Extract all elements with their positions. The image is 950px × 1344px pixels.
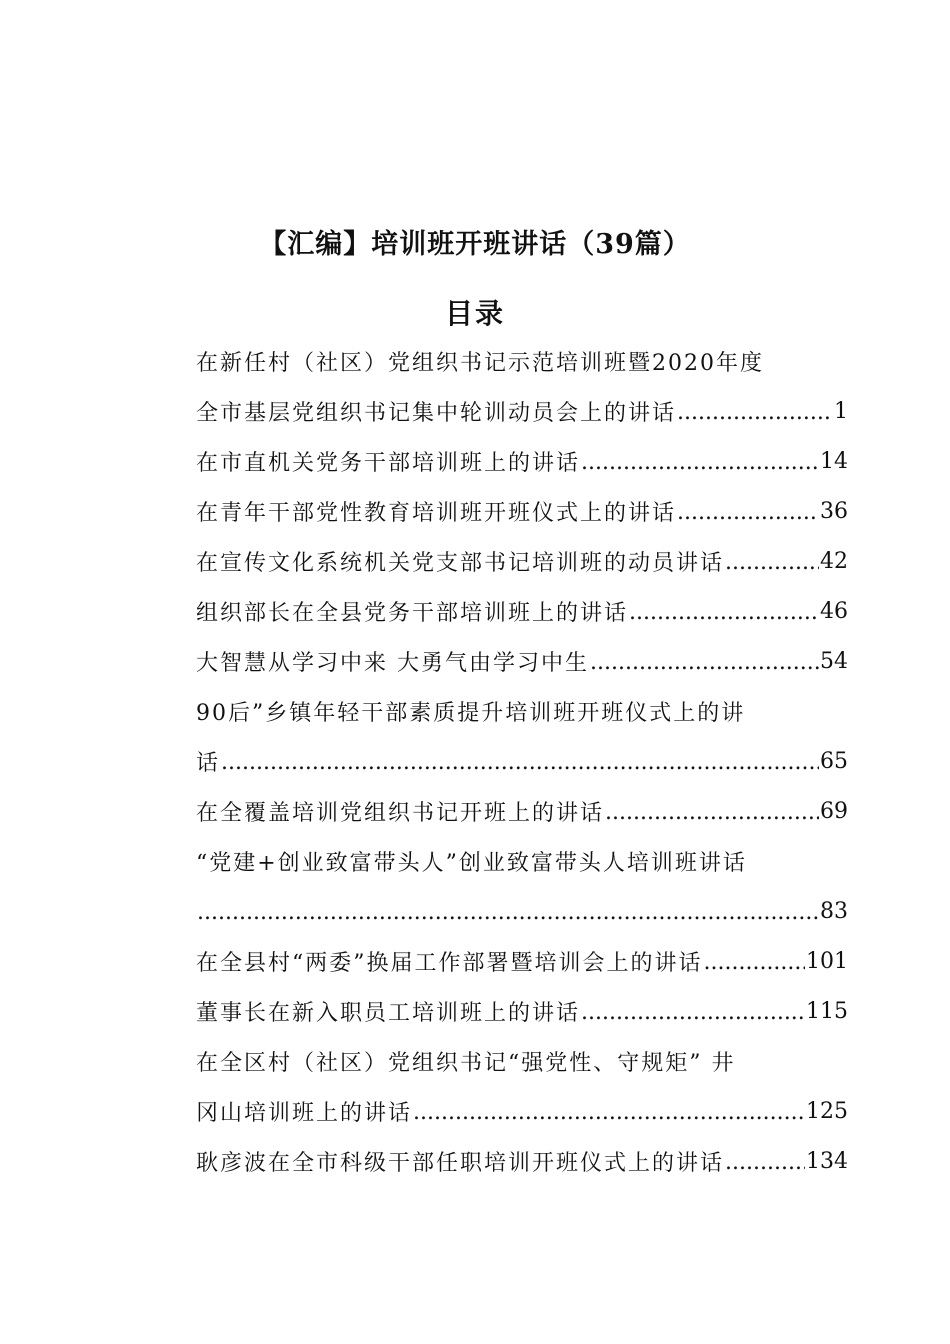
toc-line	[196, 1036, 848, 1086]
toc-leader	[605, 800, 819, 826]
toc-line	[196, 436, 848, 486]
toc-page-number: 83	[820, 898, 848, 924]
toc-line	[196, 386, 848, 436]
toc-page-number: 14	[820, 448, 848, 474]
toc-entry-text: 在全县村“两委”换届工作部署暨培训会上的讲话	[196, 950, 703, 976]
toc-entry-text: 在市直机关党务干部培训班上的讲话	[196, 450, 581, 476]
toc-page-number: 69	[820, 798, 848, 824]
toc-leader	[197, 900, 819, 926]
toc-leader	[725, 1150, 805, 1176]
toc-page-number: 65	[820, 748, 848, 774]
toc-line	[196, 486, 848, 536]
toc-entry-text: 在全区村（社区）党组织书记“强党性、守规矩” 井	[196, 1050, 736, 1076]
toc-leader	[725, 550, 819, 576]
toc-leader	[221, 750, 819, 776]
table-of-contents	[196, 336, 848, 1186]
toc-page-number: 134	[806, 1148, 848, 1174]
toc-entry-text: 大智慧从学习中来 大勇气由学习中生	[196, 650, 589, 676]
toc-line	[196, 336, 848, 386]
toc-line	[196, 786, 848, 836]
toc-entry-text: 冈山培训班上的讲话	[196, 1100, 413, 1126]
toc-line	[196, 636, 848, 686]
toc-entry-text: 在新任村（社区）党组织书记示范培训班暨2020年度	[196, 350, 764, 376]
toc-page-number: 42	[820, 548, 848, 574]
toc-entry-text: 话	[196, 750, 221, 776]
toc-heading: 目录	[444, 297, 505, 330]
toc-line	[196, 586, 848, 636]
toc-line	[196, 1086, 848, 1136]
toc-page-number: 36	[820, 498, 848, 524]
toc-page-number: 1	[834, 398, 848, 424]
toc-leader	[590, 650, 819, 676]
toc-leader	[581, 450, 819, 476]
toc-page-number: 101	[806, 948, 848, 974]
toc-entry-text: “党建+创业致富带头人”创业致富带头人培训班讲话	[196, 850, 747, 876]
toc-leader	[629, 600, 819, 626]
toc-line	[196, 736, 848, 786]
toc-leader	[581, 1000, 805, 1026]
toc-leader	[677, 400, 833, 426]
toc-line	[196, 536, 848, 586]
toc-page-number: 115	[806, 998, 848, 1024]
toc-entry-text: 在全覆盖培训党组织书记开班上的讲话	[196, 800, 605, 826]
toc-line	[196, 986, 848, 1036]
toc-leader	[677, 500, 819, 526]
toc-entry-text: 在宣传文化系统机关党支部书记培训班的动员讲话	[196, 550, 725, 576]
toc-entry-text: 90后”乡镇年轻干部素质提升培训班开班仪式上的讲	[196, 700, 746, 726]
toc-leader	[704, 950, 806, 976]
toc-leader	[413, 1100, 805, 1126]
toc-page-number: 46	[820, 598, 848, 624]
toc-page-number: 54	[820, 648, 848, 674]
toc-page-number: 125	[806, 1098, 848, 1124]
toc-entry-text: 董事长在新入职员工培训班上的讲话	[196, 1000, 581, 1026]
toc-line	[196, 836, 848, 886]
toc-entry-text: 在青年干部党性教育培训班开班仪式上的讲话	[196, 500, 677, 526]
toc-entry-text: 耿彦波在全市科级干部任职培训开班仪式上的讲话	[196, 1150, 725, 1176]
toc-line	[196, 686, 848, 736]
toc-line	[196, 886, 848, 936]
toc-line	[196, 936, 848, 986]
toc-entry-text: 全市基层党组织书记集中轮训动员会上的讲话	[196, 400, 677, 426]
toc-entry-text: 组织部长在全县党务干部培训班上的讲话	[196, 600, 629, 626]
document-title: 【汇编】培训班开班讲话（39篇）	[259, 229, 691, 260]
toc-line	[196, 1136, 848, 1186]
